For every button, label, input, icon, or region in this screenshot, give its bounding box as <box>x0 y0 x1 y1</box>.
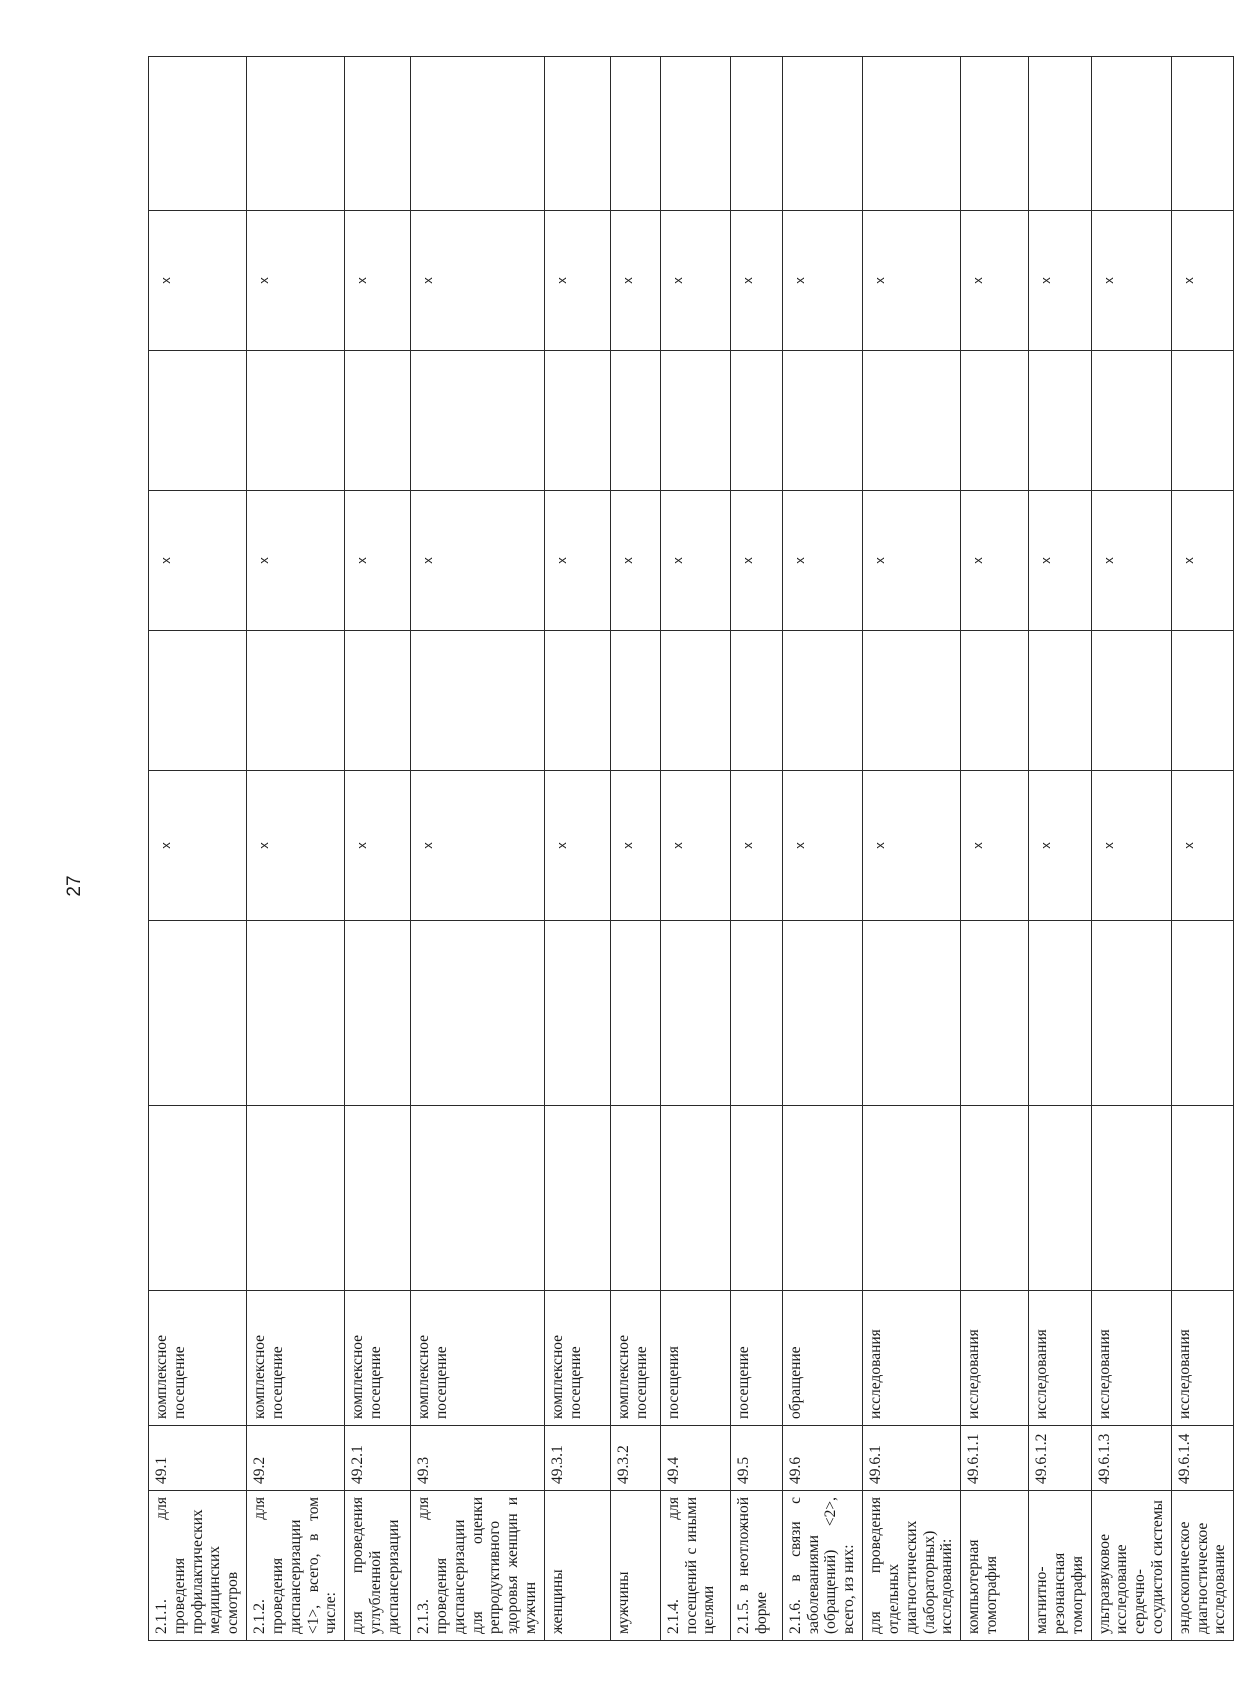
table-row <box>961 57 1029 1641</box>
table-row <box>1091 57 1171 1641</box>
empty-cell <box>247 57 345 211</box>
empty-cell <box>961 631 1029 771</box>
row-code-cell: 49.4 <box>660 1426 730 1491</box>
empty-cell <box>610 921 660 1106</box>
x-mark-cell: x <box>863 771 961 921</box>
empty-cell <box>782 1106 862 1291</box>
empty-cell <box>1029 1106 1091 1291</box>
row-name-cell: 2.1.5. в неотложной форме <box>730 1491 782 1641</box>
table-row <box>1029 57 1091 1641</box>
x-mark-cell: x <box>345 491 411 631</box>
row-unit-cell: посещения <box>660 1291 730 1426</box>
row-code-cell: 49.3.1 <box>544 1426 610 1491</box>
row-unit-cell: обращение <box>782 1291 862 1426</box>
x-mark-cell: x <box>544 211 610 351</box>
empty-cell <box>345 351 411 491</box>
empty-cell <box>610 351 660 491</box>
empty-cell <box>863 1106 961 1291</box>
x-mark-cell: x <box>660 211 730 351</box>
empty-cell <box>149 1106 247 1291</box>
row-code-cell: 49.3.2 <box>610 1426 660 1491</box>
x-mark-cell: x <box>544 771 610 921</box>
empty-cell <box>149 631 247 771</box>
empty-cell <box>1171 57 1233 211</box>
table-row <box>247 57 345 1641</box>
row-code-cell: 49.2 <box>247 1426 345 1491</box>
row-code-cell: 49.1 <box>149 1426 247 1491</box>
row-name-cell: магнитно-резонансная томография <box>1029 1491 1091 1641</box>
row-name-cell: эндоскопическое диагностическое исследование <box>1171 1491 1233 1641</box>
empty-cell <box>1091 351 1171 491</box>
empty-cell <box>610 1106 660 1291</box>
row-unit-cell: комплексное посещение <box>149 1291 247 1426</box>
x-mark-cell: x <box>730 771 782 921</box>
empty-cell <box>1171 921 1233 1106</box>
empty-cell <box>660 57 730 211</box>
table-row <box>1171 57 1233 1641</box>
empty-cell <box>730 631 782 771</box>
empty-cell <box>730 1106 782 1291</box>
empty-cell <box>961 351 1029 491</box>
page-number: 27 <box>64 875 85 897</box>
row-name-cell: мужчины <box>610 1491 660 1641</box>
x-mark-cell: x <box>544 491 610 631</box>
x-mark-cell: x <box>411 771 545 921</box>
row-code-cell: 49.6.1 <box>863 1426 961 1491</box>
x-mark-cell: x <box>247 491 345 631</box>
empty-cell <box>247 351 345 491</box>
row-unit-cell: исследования <box>1171 1291 1233 1426</box>
table-row <box>782 57 862 1641</box>
row-unit-cell: исследования <box>961 1291 1029 1426</box>
row-code-cell: 49.6.1.4 <box>1171 1426 1233 1491</box>
empty-cell <box>961 921 1029 1106</box>
x-mark-cell: x <box>1029 491 1091 631</box>
table-row <box>660 57 730 1641</box>
row-code-cell: 49.6.1.3 <box>1091 1426 1171 1491</box>
x-mark-cell: x <box>961 771 1029 921</box>
x-mark-cell: x <box>1029 771 1091 921</box>
table-row <box>345 57 411 1641</box>
x-mark-cell: x <box>345 211 411 351</box>
x-mark-cell: x <box>782 491 862 631</box>
empty-cell <box>411 57 545 211</box>
empty-cell <box>345 921 411 1106</box>
empty-cell <box>345 631 411 771</box>
empty-cell <box>1091 921 1171 1106</box>
empty-cell <box>149 57 247 211</box>
empty-cell <box>961 1106 1029 1291</box>
empty-cell <box>247 631 345 771</box>
x-mark-cell: x <box>610 491 660 631</box>
x-mark-cell: x <box>610 211 660 351</box>
empty-cell <box>782 921 862 1106</box>
row-code-cell: 49.6.1.1 <box>961 1426 1029 1491</box>
x-mark-cell: x <box>247 771 345 921</box>
x-mark-cell: x <box>149 771 247 921</box>
row-code-cell: 49.3 <box>411 1426 545 1491</box>
empty-cell <box>544 351 610 491</box>
empty-cell <box>544 921 610 1106</box>
empty-cell <box>863 351 961 491</box>
empty-cell <box>610 631 660 771</box>
x-mark-cell: x <box>1091 771 1171 921</box>
empty-cell <box>1091 631 1171 771</box>
x-mark-cell: x <box>149 211 247 351</box>
empty-cell <box>1029 921 1091 1106</box>
empty-cell <box>247 921 345 1106</box>
empty-cell <box>863 57 961 211</box>
x-mark-cell: x <box>660 491 730 631</box>
empty-cell <box>149 351 247 491</box>
table-row <box>411 57 545 1641</box>
row-name-cell: ультразвуковое исследование сердечно-сосудистой системы <box>1091 1491 1171 1641</box>
x-mark-cell: x <box>730 211 782 351</box>
x-mark-cell: x <box>1029 211 1091 351</box>
row-unit-cell: исследования <box>1029 1291 1091 1426</box>
empty-cell <box>1171 1106 1233 1291</box>
row-name-cell: 2.1.6. в связи с заболеваниями (обращений) <2>, всего, из них: <box>782 1491 862 1641</box>
empty-cell <box>149 921 247 1106</box>
row-unit-cell: комплексное посещение <box>247 1291 345 1426</box>
row-name-cell: 2.1.1. для проведения профилактических медицинских осмотров <box>149 1491 247 1641</box>
x-mark-cell: x <box>1171 211 1233 351</box>
row-code-cell: 49.5 <box>730 1426 782 1491</box>
row-name-cell: для проведения отдельных диагностических (лабораторных) исследований: <box>863 1491 961 1641</box>
empty-cell <box>782 351 862 491</box>
row-name-cell: 2.1.3. для проведения диспансеризации для оценки репродуктивного здоровья женщин и мужчин <box>411 1491 545 1641</box>
empty-cell <box>411 1106 545 1291</box>
empty-cell <box>1091 1106 1171 1291</box>
empty-cell <box>544 631 610 771</box>
row-unit-cell: посещение <box>730 1291 782 1426</box>
empty-cell <box>782 631 862 771</box>
empty-cell <box>411 921 545 1106</box>
empty-cell <box>544 57 610 211</box>
empty-cell <box>660 631 730 771</box>
empty-cell <box>782 57 862 211</box>
table-row <box>149 57 247 1641</box>
x-mark-cell: x <box>345 771 411 921</box>
table-rotated-wrapper <box>148 57 1229 1641</box>
empty-cell <box>1171 631 1233 771</box>
x-mark-cell: x <box>411 491 545 631</box>
row-unit-cell: комплексное посещение <box>610 1291 660 1426</box>
empty-cell <box>1171 351 1233 491</box>
empty-cell <box>544 1106 610 1291</box>
empty-cell <box>345 57 411 211</box>
empty-cell <box>1029 631 1091 771</box>
empty-cell <box>1029 57 1091 211</box>
empty-cell <box>660 1106 730 1291</box>
data-table <box>148 56 1234 1641</box>
x-mark-cell: x <box>782 211 862 351</box>
x-mark-cell: x <box>961 491 1029 631</box>
row-name-cell: 2.1.4. для посещений с иными целями <box>660 1491 730 1641</box>
empty-cell <box>660 351 730 491</box>
empty-cell <box>1029 351 1091 491</box>
row-code-cell: 49.2.1 <box>345 1426 411 1491</box>
row-unit-cell: комплексное посещение <box>544 1291 610 1426</box>
x-mark-cell: x <box>610 771 660 921</box>
x-mark-cell: x <box>961 211 1029 351</box>
x-mark-cell: x <box>660 771 730 921</box>
table-row <box>544 57 610 1641</box>
x-mark-cell: x <box>247 211 345 351</box>
x-mark-cell: x <box>863 491 961 631</box>
empty-cell <box>730 57 782 211</box>
row-unit-cell: комплексное посещение <box>411 1291 545 1426</box>
empty-cell <box>863 921 961 1106</box>
x-mark-cell: x <box>1171 771 1233 921</box>
x-mark-cell: x <box>730 491 782 631</box>
row-unit-cell: исследования <box>863 1291 961 1426</box>
row-name-cell: компьютерная томография <box>961 1491 1029 1641</box>
empty-cell <box>1091 57 1171 211</box>
x-mark-cell: x <box>149 491 247 631</box>
row-unit-cell: комплексное посещение <box>345 1291 411 1426</box>
table-row <box>863 57 961 1641</box>
empty-cell <box>730 921 782 1106</box>
empty-cell <box>411 351 545 491</box>
table-row <box>730 57 782 1641</box>
x-mark-cell: x <box>1171 491 1233 631</box>
table-row <box>610 57 660 1641</box>
row-code-cell: 49.6 <box>782 1426 862 1491</box>
row-name-cell: 2.1.2. для проведения диспансеризации <1>, всего, в том числе: <box>247 1491 345 1641</box>
row-unit-cell: исследования <box>1091 1291 1171 1426</box>
x-mark-cell: x <box>863 211 961 351</box>
x-mark-cell: x <box>1091 491 1171 631</box>
empty-cell <box>247 1106 345 1291</box>
row-code-cell: 49.6.1.2 <box>1029 1426 1091 1491</box>
empty-cell <box>730 351 782 491</box>
empty-cell <box>610 57 660 211</box>
x-mark-cell: x <box>1091 211 1171 351</box>
empty-cell <box>411 631 545 771</box>
row-name-cell: женщины <box>544 1491 610 1641</box>
empty-cell <box>863 631 961 771</box>
empty-cell <box>961 57 1029 211</box>
x-mark-cell: x <box>411 211 545 351</box>
empty-cell <box>660 921 730 1106</box>
x-mark-cell: x <box>782 771 862 921</box>
row-name-cell: для проведения углубленной диспансеризации <box>345 1491 411 1641</box>
empty-cell <box>345 1106 411 1291</box>
